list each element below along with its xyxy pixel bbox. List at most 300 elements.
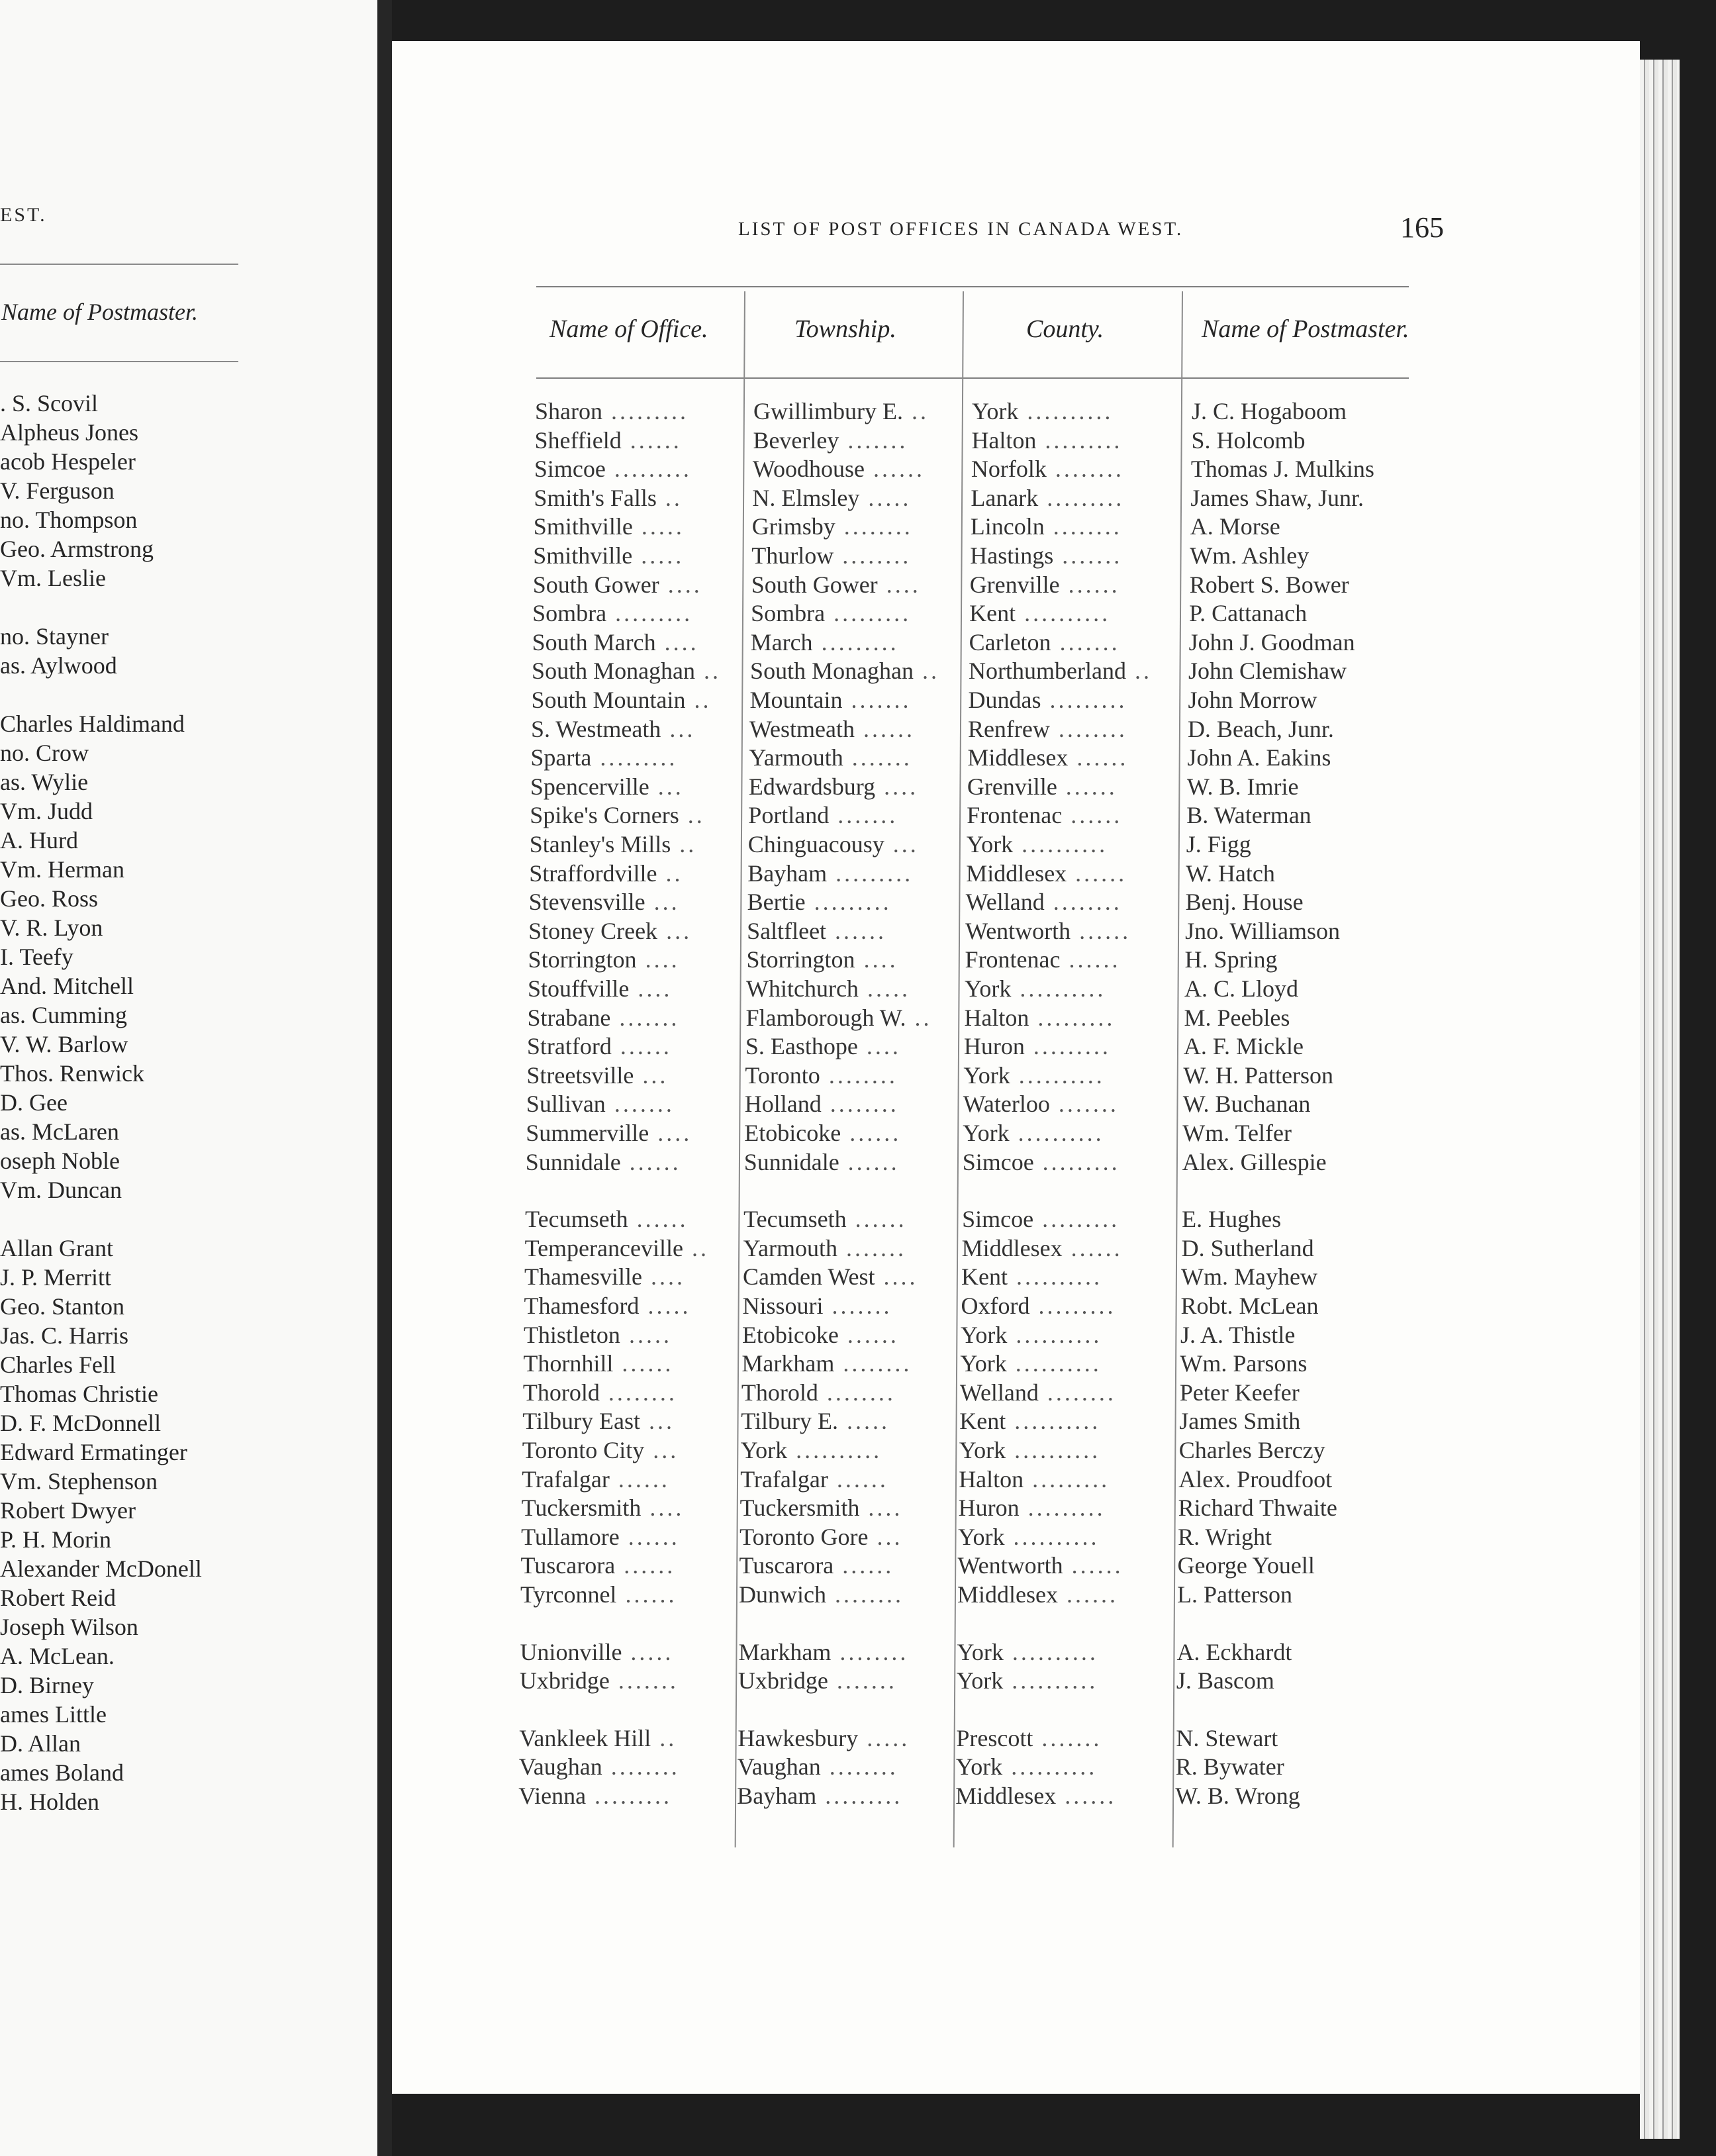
- previous-page-column-heading: Name of Postmaster.: [1, 299, 198, 325]
- leader-dots: ....: [642, 1263, 685, 1291]
- previous-page-postmaster: J. P. Merritt: [0, 1264, 112, 1291]
- leader-dots: ......: [611, 1033, 672, 1060]
- office-text: Stevensville: [528, 889, 645, 916]
- township-text: Tuckersmith: [739, 1494, 860, 1522]
- leader-dots: ...: [645, 889, 680, 916]
- leader-dots: ..: [685, 687, 712, 713]
- cell-office: [534, 455, 692, 483]
- cell-office: [526, 1148, 681, 1176]
- office-text: Vaughan: [518, 1753, 602, 1781]
- cell-office: [528, 946, 680, 973]
- office-text: Sombra: [532, 600, 607, 627]
- previous-page-postmaster: Charles Fell: [0, 1351, 116, 1378]
- leader-dots: .........: [602, 398, 689, 424]
- cell-county: [959, 1494, 1106, 1522]
- postmaster-text: D. Sutherland: [1181, 1234, 1314, 1261]
- cell-postmaster: [1182, 1119, 1292, 1147]
- cell-office: [526, 1119, 692, 1147]
- leader-dots: ..........: [1011, 975, 1106, 1002]
- previous-page-postmaster: D. Birney: [0, 1672, 94, 1698]
- cell-postmaster: [1183, 1090, 1311, 1118]
- leader-dots: ...: [644, 1437, 679, 1463]
- cell-postmaster: [1179, 1407, 1300, 1435]
- cell-township: [750, 686, 912, 714]
- cell-postmaster: [1188, 686, 1317, 714]
- leader-dots: .......: [842, 687, 912, 713]
- county-text: Prescott: [956, 1724, 1033, 1751]
- leader-dots: ..: [651, 1724, 677, 1751]
- township-text: Gwillimbury E.: [753, 398, 903, 424]
- leader-dots: .......: [605, 1091, 675, 1118]
- cell-postmaster: [1185, 946, 1278, 973]
- cell-postmaster: [1186, 801, 1311, 829]
- county-text: Middlesex: [961, 1234, 1063, 1261]
- county-text: Simcoe: [962, 1206, 1034, 1233]
- cell-township: [743, 1234, 906, 1262]
- postmaster-text: W. B. Wrong: [1175, 1783, 1300, 1809]
- cell-township: [752, 484, 911, 512]
- office-text: Streetsville: [526, 1061, 634, 1089]
- cell-county: [957, 1667, 1098, 1694]
- leader-dots: ..: [906, 1004, 932, 1031]
- postmaster-text: A. Eckhardt: [1176, 1638, 1292, 1665]
- leader-dots: ........: [1038, 1379, 1116, 1406]
- cell-office: [532, 657, 721, 685]
- column-header-county: County.: [1026, 315, 1104, 343]
- cell-township: [739, 1581, 904, 1608]
- running-head: LIST OF POST OFFICES IN CANADA WEST.: [738, 219, 1184, 240]
- postmaster-text: Robt. McLean: [1180, 1293, 1319, 1319]
- cell-office: [522, 1465, 670, 1493]
- leader-dots: ......: [839, 1148, 900, 1175]
- previous-page-postmaster: as. McLaren: [0, 1118, 119, 1145]
- previous-page-postmaster: Allan Grant: [0, 1235, 113, 1261]
- previous-page-postmaster: Alexander McDonell: [0, 1555, 202, 1582]
- cell-postmaster: [1188, 657, 1347, 685]
- previous-page-postmaster: Joseph Wilson: [0, 1614, 138, 1640]
- cell-office: [529, 888, 680, 916]
- page-number: 165: [1400, 211, 1444, 244]
- cell-township: [752, 513, 913, 540]
- cell-township: [740, 1465, 888, 1493]
- leader-dots: .........: [586, 1783, 673, 1809]
- cell-office: [522, 1436, 679, 1464]
- cell-county: [965, 946, 1121, 973]
- county-text: Hastings: [970, 542, 1054, 569]
- leader-dots: ....: [875, 773, 919, 800]
- office-text: Vankleek Hill: [519, 1724, 651, 1751]
- county-text: Dundas: [968, 687, 1041, 713]
- leader-dots: ...: [661, 715, 696, 742]
- leader-dots: ....: [629, 975, 673, 1002]
- cell-office: [530, 773, 684, 801]
- leader-dots: .....: [632, 513, 685, 540]
- township-text: Yarmouth: [743, 1234, 837, 1261]
- leader-dots: ......: [826, 917, 887, 944]
- previous-page-postmaster: . S. Scovil: [0, 390, 99, 416]
- township-text: Holland: [744, 1091, 822, 1118]
- leader-dots: ........: [1049, 715, 1127, 742]
- leader-dots: ..........: [787, 1437, 882, 1463]
- previous-page-postmaster: as. Wylie: [0, 769, 89, 795]
- cell-office: [534, 484, 683, 512]
- cell-county: [961, 1292, 1116, 1320]
- leader-dots: .........: [1024, 1465, 1110, 1493]
- previous-page-postmaster: Vm. Leslie: [0, 565, 106, 591]
- postmaster-text: James Smith: [1179, 1408, 1301, 1435]
- previous-page-postmaster: Vm. Judd: [0, 798, 93, 824]
- leader-dots: ......: [613, 1350, 674, 1377]
- office-text: Stratford: [526, 1033, 612, 1060]
- township-text: Storrington: [746, 946, 855, 973]
- office-text: Sharon: [535, 398, 602, 424]
- leader-dots: ......: [1071, 917, 1131, 944]
- leader-dots: .....: [622, 1638, 674, 1665]
- postmaster-text: W. Buchanan: [1182, 1091, 1311, 1118]
- leader-dots: ........: [599, 1379, 677, 1406]
- cell-county: [955, 1782, 1116, 1810]
- postmaster-text: Wm. Telfer: [1182, 1120, 1292, 1146]
- office-text: Tyrconnel: [520, 1581, 617, 1608]
- leader-dots: .....: [859, 484, 912, 511]
- cell-postmaster: [1176, 1724, 1278, 1752]
- cell-postmaster: [1192, 397, 1347, 425]
- office-text: Tilbury East: [522, 1408, 640, 1435]
- cell-township: [751, 628, 899, 656]
- leader-dots: .......: [1051, 628, 1120, 656]
- cell-postmaster: [1180, 1321, 1295, 1349]
- cell-office: [520, 1581, 677, 1608]
- postmaster-text: S. Holcomb: [1191, 426, 1306, 454]
- cell-postmaster: [1181, 1263, 1317, 1291]
- office-text: Straffordville: [529, 859, 657, 887]
- leader-dots: ...: [640, 1408, 675, 1435]
- cell-postmaster: [1178, 1465, 1332, 1493]
- cell-county: [972, 397, 1113, 425]
- cell-office: [527, 1032, 672, 1060]
- leader-dots: ....: [655, 628, 699, 656]
- cell-office: [530, 801, 704, 829]
- county-text: Halton: [959, 1465, 1024, 1493]
- leader-dots: .........: [1019, 1494, 1106, 1522]
- previous-page-postmaster: H. Holden: [0, 1788, 99, 1815]
- leader-dots: ..: [656, 484, 683, 511]
- leader-dots: .......: [837, 1234, 906, 1261]
- leader-dots: ........: [1046, 456, 1124, 483]
- postmaster-text: J. A. Thistle: [1180, 1321, 1296, 1348]
- cell-township: [747, 859, 913, 887]
- header-rule: [536, 377, 1409, 379]
- county-text: York: [965, 975, 1012, 1002]
- leader-dots: .........: [1036, 426, 1123, 454]
- cell-township: [739, 1551, 894, 1579]
- cell-township: [749, 715, 915, 743]
- postmaster-text: Jno. Williamson: [1185, 917, 1340, 944]
- office-text: Tullamore: [521, 1523, 620, 1550]
- county-text: York: [966, 831, 1014, 858]
- township-text: Mountain: [749, 687, 843, 713]
- leader-dots: ......: [846, 1206, 907, 1233]
- cell-county: [963, 1148, 1120, 1176]
- leader-dots: ..........: [1013, 831, 1108, 858]
- postmaster-text: R. Bywater: [1175, 1753, 1284, 1781]
- county-text: Welland: [965, 889, 1045, 916]
- leader-dots: .....: [858, 1724, 910, 1751]
- county-text: Wentworth: [957, 1552, 1063, 1579]
- county-text: Carleton: [969, 628, 1051, 656]
- leader-dots: ........: [1044, 513, 1122, 540]
- county-text: Renfrew: [967, 715, 1050, 742]
- cell-office: [532, 628, 699, 656]
- office-text: Spike's Corners: [530, 802, 679, 829]
- county-text: Oxford: [961, 1293, 1030, 1319]
- leader-dots: ..........: [1008, 1263, 1103, 1291]
- township-text: Chinguacousy: [747, 831, 884, 858]
- township-text: Edwardsburg: [748, 773, 876, 800]
- leader-dots: ..........: [1016, 600, 1111, 627]
- cell-township: [738, 1667, 897, 1694]
- leader-dots: ..: [671, 831, 697, 858]
- county-text: York: [955, 1753, 1003, 1781]
- previous-page-rule-top: [0, 264, 238, 265]
- leader-dots: .......: [839, 426, 908, 454]
- previous-page-postmaster: And. Mitchell: [0, 973, 134, 999]
- previous-page-postmaster: V. W. Barlow: [0, 1031, 128, 1057]
- leader-dots: .........: [1033, 1148, 1120, 1175]
- cell-county: [964, 1032, 1111, 1060]
- cell-office: [532, 686, 712, 714]
- township-text: Bayham: [747, 859, 828, 887]
- previous-page-postmaster: D. Gee: [0, 1089, 68, 1116]
- previous-page-postmaster: acob Hespeler: [0, 448, 136, 475]
- leader-dots: ......: [621, 426, 682, 454]
- previous-page: [0, 0, 377, 2156]
- township-text: Portland: [748, 802, 830, 829]
- postmaster-text: John Morrow: [1188, 687, 1317, 713]
- cell-county: [966, 859, 1127, 887]
- postmaster-text: A. Morse: [1190, 513, 1280, 540]
- office-text: Uxbridge: [519, 1667, 610, 1694]
- cell-postmaster: [1190, 571, 1349, 599]
- leader-dots: ......: [841, 1120, 902, 1146]
- cell-postmaster: [1181, 1292, 1319, 1320]
- office-text: Vienna: [518, 1783, 587, 1809]
- office-text: Simcoe: [534, 456, 606, 483]
- leader-dots: ......: [834, 1552, 894, 1579]
- cell-postmaster: [1179, 1436, 1325, 1464]
- leader-dots: ....: [877, 571, 921, 598]
- leader-dots: ..........: [1010, 1061, 1105, 1089]
- cell-township: [741, 1379, 896, 1406]
- postmaster-text: A. C. Lloyd: [1184, 975, 1299, 1002]
- cell-county: [958, 1523, 1099, 1551]
- township-text: Etobicoke: [741, 1321, 839, 1348]
- cell-office: [530, 830, 697, 858]
- cell-county: [959, 1407, 1100, 1435]
- leader-dots: ...: [868, 1523, 903, 1550]
- previous-page-postmaster: V. Ferguson: [0, 477, 115, 504]
- previous-page-postmaster: I. Teefy: [0, 944, 73, 970]
- cell-township: [741, 1407, 890, 1435]
- township-text: Camden West: [743, 1263, 875, 1291]
- cell-office: [534, 426, 681, 454]
- previous-page-postmaster: ames Little: [0, 1701, 107, 1728]
- leader-dots: .......: [610, 1004, 680, 1031]
- cell-township: [745, 1032, 901, 1060]
- previous-page-postmaster: Geo. Stanton: [0, 1293, 124, 1320]
- cell-township: [748, 801, 898, 829]
- township-text: Beverley: [753, 426, 839, 454]
- cell-county: [970, 542, 1122, 569]
- county-text: York: [960, 1350, 1007, 1377]
- cell-township: [746, 975, 910, 1003]
- office-text: South Gower: [532, 571, 659, 598]
- leader-dots: .......: [828, 1667, 897, 1694]
- postmaster-text: B. Waterman: [1186, 802, 1311, 829]
- cell-township: [745, 1004, 931, 1032]
- postmaster-text: H. Spring: [1184, 946, 1278, 973]
- office-text: Tuscarora: [520, 1552, 616, 1579]
- leader-dots: ......: [838, 1321, 899, 1348]
- leader-dots: ......: [864, 456, 925, 483]
- leader-dots: ......: [1062, 1234, 1123, 1261]
- leader-dots: ......: [1067, 859, 1127, 887]
- leader-dots: ....: [659, 571, 702, 598]
- county-text: York: [963, 1120, 1010, 1146]
- township-text: Vaughan: [737, 1753, 821, 1781]
- office-text: Sparta: [530, 744, 592, 771]
- leader-dots: .........: [1024, 1033, 1111, 1060]
- cell-office: [518, 1782, 672, 1810]
- office-text: South March: [532, 628, 656, 656]
- leader-dots: ..: [679, 802, 705, 829]
- cell-township: [741, 1349, 912, 1377]
- cell-township: [743, 1205, 906, 1233]
- cell-office: [524, 1292, 691, 1320]
- office-text: Temperanceville: [524, 1234, 683, 1261]
- cell-county: [957, 1638, 1098, 1666]
- leader-dots: ...: [884, 831, 919, 858]
- leader-dots: ..: [902, 398, 929, 424]
- office-text: Thistleton: [523, 1321, 620, 1348]
- office-text: Trafalgar: [522, 1465, 610, 1493]
- leader-dots: ........: [831, 1638, 909, 1665]
- county-text: Middlesex: [967, 744, 1069, 771]
- previous-page-postmaster: Alpheus Jones: [0, 419, 138, 446]
- postmaster-text: Peter Keefer: [1179, 1379, 1300, 1406]
- leader-dots: .....: [858, 975, 910, 1002]
- cell-postmaster: [1187, 744, 1331, 771]
- leader-dots: .........: [605, 456, 692, 483]
- cell-township: [750, 657, 939, 685]
- leader-dots: .........: [827, 859, 914, 887]
- previous-page-postmaster: Vm. Herman: [0, 856, 124, 883]
- previous-page-rule-header: [0, 361, 238, 362]
- township-text: Toronto: [745, 1061, 820, 1089]
- cell-postmaster: [1178, 1494, 1337, 1522]
- leader-dots: ..: [914, 658, 940, 685]
- office-text: Sunnidale: [525, 1148, 621, 1175]
- previous-page-postmaster: Jas. C. Harris: [0, 1322, 128, 1349]
- leader-dots: .......: [823, 1293, 892, 1319]
- previous-page-postmaster: as. Aylwood: [0, 652, 117, 679]
- leader-dots: .......: [829, 802, 898, 829]
- leader-dots: ...: [649, 773, 684, 800]
- office-text: Thamesville: [524, 1263, 642, 1291]
- cell-township: [748, 830, 919, 858]
- postmaster-text: Benj. House: [1185, 889, 1304, 916]
- column-header-office: Name of Office.: [549, 315, 708, 343]
- cell-township: [744, 1148, 900, 1176]
- cell-office: [522, 1494, 685, 1522]
- cell-postmaster: [1191, 455, 1374, 483]
- previous-page-postmaster: oseph Noble: [0, 1148, 120, 1174]
- previous-page-postmaster: Charles Haldimand: [0, 710, 185, 737]
- cell-county: [956, 1753, 1097, 1781]
- cell-postmaster: [1190, 542, 1309, 569]
- cell-office: [525, 1205, 688, 1233]
- cell-township: [751, 599, 911, 627]
- office-text: Smithville: [533, 542, 633, 569]
- county-text: Kent: [959, 1408, 1006, 1435]
- postmaster-text: L. Patterson: [1177, 1581, 1292, 1608]
- leader-dots: ..: [695, 658, 722, 685]
- township-text: Grimsby: [751, 513, 835, 540]
- office-text: S. Westmeath: [530, 715, 661, 742]
- postmaster-text: D. Beach, Junr.: [1187, 715, 1334, 742]
- cell-county: [971, 513, 1122, 540]
- cell-township: [749, 773, 918, 801]
- cell-county: [965, 975, 1106, 1003]
- cell-office: [533, 571, 702, 599]
- cell-township: [747, 917, 886, 945]
- cell-office: [524, 1263, 685, 1291]
- township-text: South Gower: [751, 571, 878, 598]
- cell-county: [969, 599, 1110, 627]
- township-text: Nissouri: [742, 1293, 824, 1319]
- postmaster-text: George Youell: [1177, 1552, 1315, 1579]
- office-text: Stoney Creek: [528, 917, 658, 944]
- cell-township: [738, 1753, 898, 1781]
- cell-office: [521, 1523, 680, 1551]
- postmaster-text: John J. Goodman: [1188, 628, 1355, 656]
- top-rule: [536, 286, 1409, 287]
- previous-page-postmaster: Vm. Stephenson: [0, 1468, 158, 1494]
- office-text: Unionville: [520, 1638, 622, 1665]
- cell-postmaster: [1189, 599, 1307, 627]
- previous-page-postmaster: Thomas Christie: [0, 1381, 158, 1407]
- leader-dots: ..........: [1006, 1350, 1102, 1377]
- cell-postmaster: [1184, 1032, 1304, 1060]
- cell-county: [960, 1379, 1116, 1406]
- cell-postmaster: [1190, 513, 1280, 540]
- leader-dots: ......: [1062, 802, 1123, 829]
- township-text: Trafalgar: [740, 1465, 828, 1493]
- township-text: South Monaghan: [750, 658, 914, 685]
- cell-county: [960, 1349, 1101, 1377]
- county-text: Northumberland: [969, 658, 1126, 685]
- previous-page-postmaster: Geo. Ross: [0, 885, 99, 912]
- county-text: York: [958, 1523, 1005, 1550]
- county-text: Middlesex: [957, 1581, 1058, 1608]
- leader-dots: .......: [1033, 1724, 1102, 1751]
- cell-office: [526, 1090, 675, 1118]
- county-text: Middlesex: [955, 1783, 1057, 1809]
- cell-postmaster: [1186, 888, 1304, 916]
- leader-dots: ..: [1125, 658, 1152, 685]
- leader-dots: ..........: [1018, 398, 1114, 424]
- leader-dots: ........: [1044, 889, 1122, 916]
